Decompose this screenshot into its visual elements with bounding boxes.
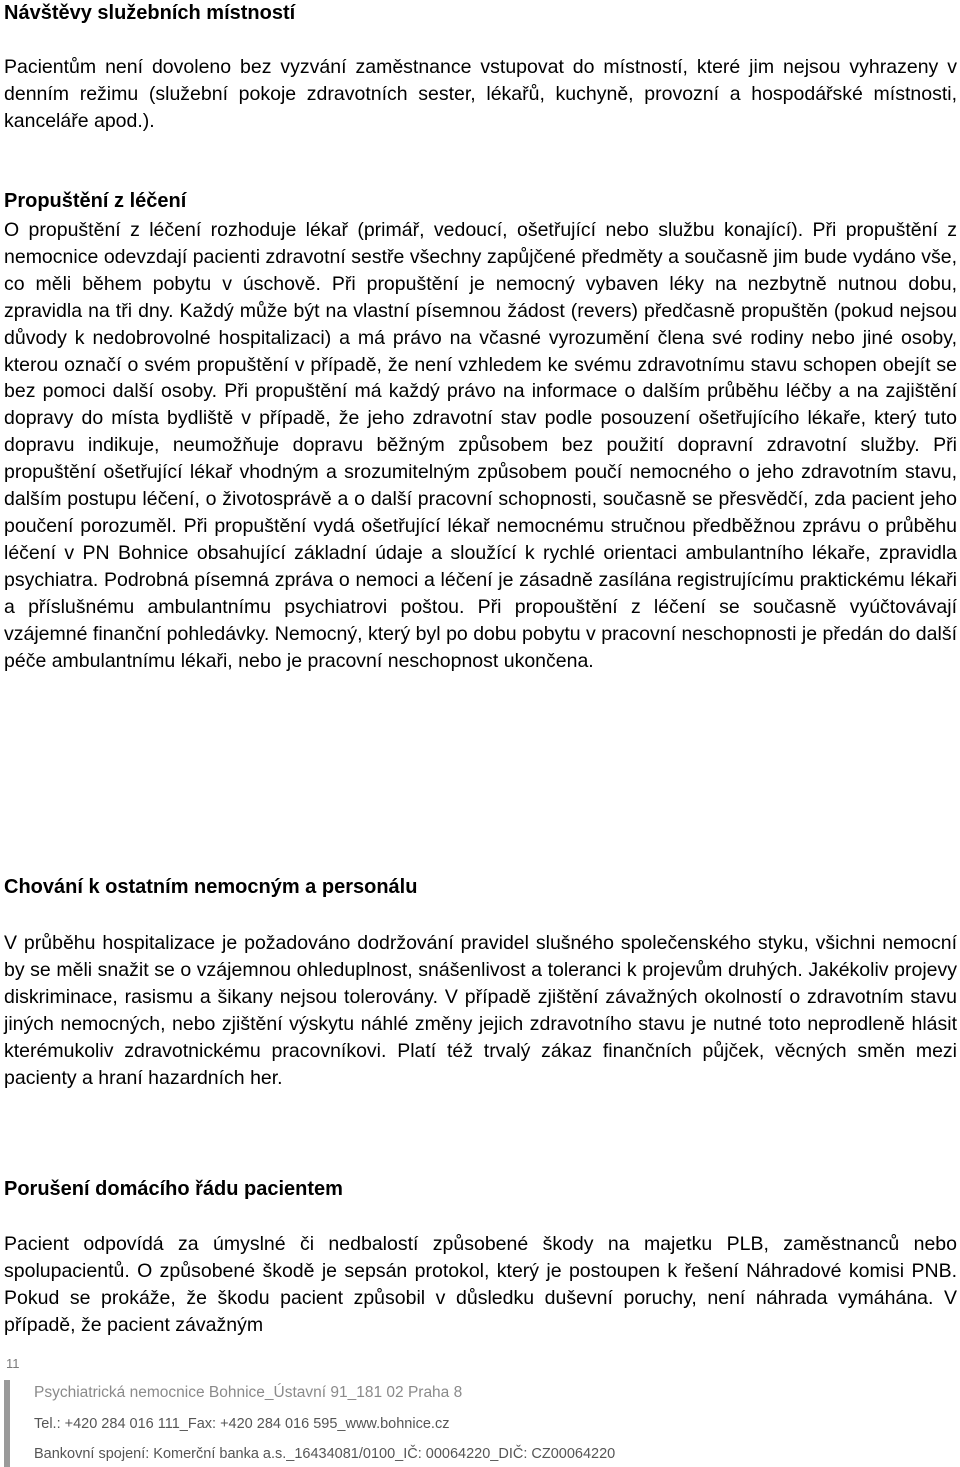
footer-contact: Tel.: +420 284 016 111_Fax: +420 284 016 595_www.bohnice.cz [34, 1416, 450, 1432]
section-heading-service-rooms: Návštěvy služebních místností [4, 2, 296, 24]
section-text-violation: Pacient odpovídá za úmyslné či nedbalostí způsobené škody na majetku PLB, zaměstnanců nebo spolupacientů. O způsobené škodě je sepsán protokol, který je postoupen k řešení Náhradové komisi PNB. Pokud se prokáže, že škodu pacient způsobil v důsledku duševní poruchy, není náhrada vymáhána. V případě, že pacient závažným [4, 1233, 957, 1336]
section-heading-violation: Porušení domácího řádu pacientem [4, 1178, 343, 1200]
section-heading-conduct: Chování k ostatním nemocným a personálu [4, 876, 418, 898]
section-text-conduct: V průběhu hospitalizace je požadováno dodržování pravidel slušného společenského styku, všichni nemocní by se měli snažit se o vzájemnou ohleduplnost, snášenlivost a toleranci k projevům druhých. Jakékoliv projevy diskriminace, rasismu a šikany nejsou tolerovány. V případě zjištění závažných okolností o zdravotním stavu jiných nemocných, nebo zjištění výskytu náhlé změny jejich zdravotního stavu je nutné toto neprodleně hlásit kterémukoliv zdravotnickému pracovníkovi. Platí též trvalý zákaz finančních půjček, věcných směn mezi pacienty a hraní hazardních her. [4, 932, 957, 1089]
section-heading-discharge: Propuštění z léčení [4, 190, 187, 212]
section-text-service-rooms: Pacientům není dovoleno bez vyzvání zaměstnance vstupovat do místností, které jim nejsou vyhrazeny v denním režimu (služební pokoje zdravotních sester, lékařů, kuchyně, provozní a hospodářské místnosti, kanceláře apod.). [4, 56, 957, 132]
page-footer [0, 1380, 960, 1467]
footer-address: Psychiatrická nemocnice Bohnice_Ústavní 91_181 02 Praha 8 [34, 1384, 463, 1401]
page-number: 11 [6, 1356, 20, 1371]
footer-accent-bar [4, 1380, 10, 1467]
footer-bank-info: Bankovní spojení: Komerční banka a.s._16434081/0100_IČ: 00064220_DIČ: CZ00064220 [34, 1446, 616, 1462]
section-text-discharge: O propuštění z léčení rozhoduje lékař (primář, vedoucí, ošetřující nebo službu konající). Při propuštění z nemocnice odevzdají pacienti zdravotní sestře všechny zapůjčené předměty a současně jim bude vydáno vše, co měli během pobytu v úschově. Při propuštění je nemocný vybaven léky na nezbytně nutnou dobu, zpravidla na tři dny. Každý může být na vlastní písemnou žádost (revers) předčasně propuštěn (pokud nejsou důvody k nedobrovolné hospitalizaci) a má právo na včasné vyrozumění člena své rodiny nebo jiné osoby, kterou označí o svém propuštění v případě, že není vzhledem ke svému zdravotnímu stavu schopen obejít se bez pomoci další osoby. Při propuštění má každý právo na informace o dalším průběhu léčby a na zajištění dopravy do místa bydliště v případě, že jeho zdravotní stav podle posouzení ošetřujícího lékaře, který tuto dopravu indikuje, neumožňuje dopravu běžným způsobem bez použití dopravní zdravotní služby. Při propuštění ošetřující lékař vhodným a srozumitelným způsobem poučí nemocného o jeho zdravotním stavu, dalším postupu léčení, o životosprávě a o další pracovní schopnosti, současně se přesvědčí, zda pacient jeho poučení porozuměl. Při propuštění vydá ošetřující lékař nemocnému stručnou předběžnou zprávu o průběhu léčení v PN Bohnice obsahující základní údaje a sloužící k rychlé orientaci ambulantního lékaře, zpravidla psychiatra. Podrobná písemná zpráva o nemoci a léčení je zásadně zasílána registrujícímu praktickému lékaři a příslušnému ambulantnímu psychiatrovi poštou. Při propouštění z léčení se současně vyúčtovávají vzájemné finanční pohledávky. Nemocný, který byl po dobu pobytu v pracovní neschopnosti je předán do další péče ambulantnímu lékaři, nebo je pracovní neschopnost ukončena. [4, 219, 957, 672]
